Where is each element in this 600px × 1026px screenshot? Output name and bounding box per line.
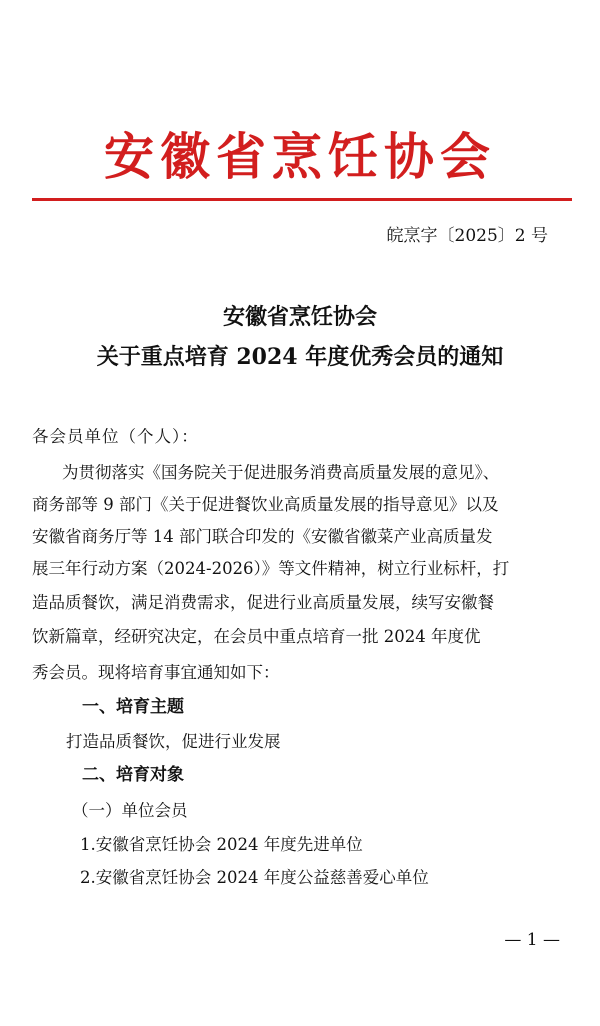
section-text-theme: 打造品质餐饮，促进行业发展 [66,732,281,751]
section-heading-targets: 二、培育对象 [82,765,184,785]
paragraph-line: 安徽省商务厅等 14 部门联合印发的《安徽省徽菜产业高质量发 [32,527,493,546]
organization-header: 安徽省烹饪协会 [104,127,496,186]
title-line-2: 关于重点培育 2024 年度优秀会员的通知 [96,344,504,370]
paragraph-line: 商务部等 9 部门《关于促进餐饮业高质量发展的指导意见》以及 [32,495,499,514]
salutation: 各会员单位（个人）： [32,427,199,446]
paragraph-line: 秀会员。现将培育事宜通知如下： [32,663,280,682]
list-item: 2.安徽省烹饪协会 2024 年度公益慈善爱心单位 [80,868,429,887]
red-divider-rule [32,198,572,201]
document-number: 皖烹字〔2025〕2 号 [386,226,548,246]
paragraph-line: 饮新篇章，经研究决定，在会员中重点培育一批 2024 年度优 [32,627,481,646]
paragraph-line: 展三年行动方案（2024-2026）》等文件精神，树立行业标杆，打 [32,559,510,578]
title-line-1: 安徽省烹饪协会 [222,304,377,330]
page-number: — 1 — [504,930,560,950]
list-item: 1.安徽省烹饪协会 2024 年度先进单位 [80,835,363,854]
section-heading-theme: 一、培育主题 [82,697,184,717]
paragraph-line: 造品质餐饮，满足消费需求，促进行业高质量发展，续写安徽餐 [32,593,494,612]
paragraph-line: 为贯彻落实《国务院关于促进服务消费高质量发展的意见》、 [62,463,500,482]
subsection-heading-unit-members: （一）单位会员 [72,801,188,820]
